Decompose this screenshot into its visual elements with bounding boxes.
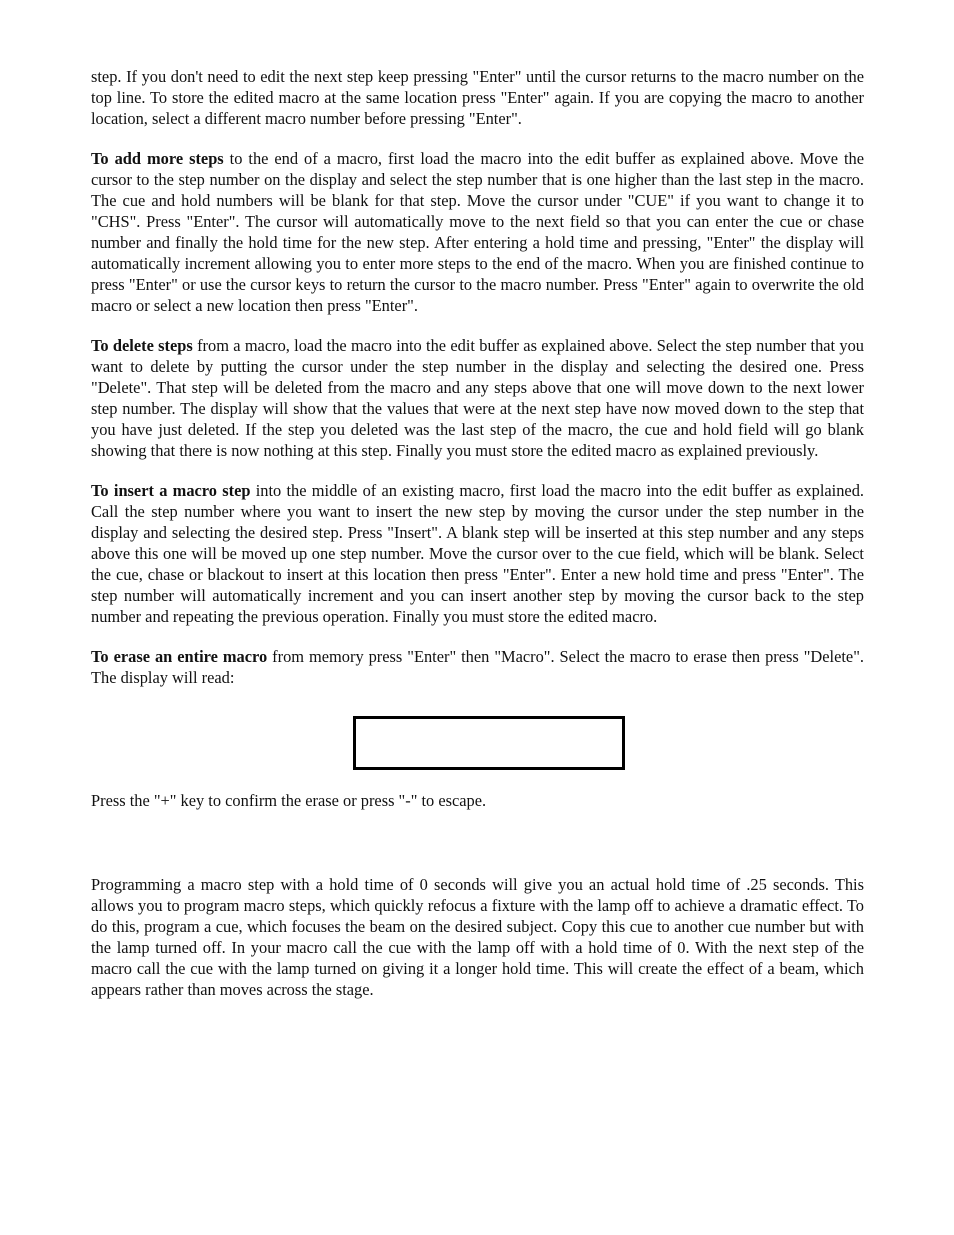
document-page — [91, 66, 864, 1000]
add-steps-text: to the end of a macro, first load the macro into the edit buffer as explained above. Move the cursor to the step number on the display and select the step number that is one higher than the last step in the macro. The cue and hold numbers will be blank for that step. Move the cursor under "CUE" if you want to change it to "CHS". Press "Enter". The cursor will automatically move to the next field so that you can enter the cue or chase number and finally the hold time for the new step. After entering a hold time and pressing, "Enter" the display will automatically increment allowing you to enter more steps to the end of the macro. When you are finished continue to press "Enter" or use the cursor keys to return the cursor to the macro number. Press "Enter" again to overwrite the old macro or select a new location then press "Enter". — [91, 149, 864, 315]
erase-macro-text: from memory press "Enter" then "Macro". Select the macro to erase then press "Delete". The display will read: — [91, 647, 864, 687]
hold-time-paragraph: Programming a macro step with a hold time of 0 seconds will give you an actual hold time of .25 seconds. This allows you to program macro steps, which quickly refocus a fixture with the lamp off to achieve a dramatic effect. To do this, program a cue, which focuses the beam on the desired subject. Copy this cue to another cue number but with the lamp turned off. In your macro call the cue with the lamp off with a hold time of 0. With the next step of the macro call the cue with the lamp turned on giving it a longer hold time. This will create the effect of a beam, which appears rather than moves across the stage. — [91, 875, 864, 999]
delete-steps-heading: To delete steps — [91, 336, 193, 355]
delete-steps-paragraph — [91, 335, 864, 461]
insert-step-heading: To insert a macro step — [91, 481, 251, 500]
confirm-paragraph: Press the "+" key to confirm the erase or press "-" to escape. — [91, 791, 487, 810]
add-steps-heading: To add more steps — [91, 149, 224, 168]
insert-step-paragraph — [91, 480, 864, 627]
display-readout-box — [353, 716, 625, 770]
add-steps-paragraph — [91, 148, 864, 316]
insert-step-text: into the middle of an existing macro, first load the macro into the edit buffer as explained. Call the step number where you want to insert the new step by moving the cursor under the step number in the display and selecting the desired step. Press "Insert". A blank step will be inserted at this step number and any steps above this one will be moved up one step number. Move the cursor over to the cue field, which will be blank. Select the cue, chase or blackout to insert at this location then press "Enter". Enter a new hold time and press "Enter". The step number will automatically increment and you can insert another step by moving the cursor back to the step number and repeating the previous operation. Finally you must store the edited macro. — [91, 481, 864, 626]
continuation-paragraph: step. If you don't need to edit the next step keep pressing "Enter" until the cursor returns to the macro number on the top line. To store the edited macro at the same location press "Enter" again. If you are copying the macro to another location, select a different macro number before pressing "Enter". — [91, 67, 864, 128]
delete-steps-text: from a macro, load the macro into the edit buffer as explained above. Select the step number that you want to delete by putting the cursor under the step number in the display and selecting the desired one. Press "Delete". That step will be deleted from the macro and any steps above that one will move down to the next lower step number. The display will show that the values that were at the next step have now moved down to the step that you have just deleted. If the step you deleted was the last step of the macro, the cue and hold field will go blank showing that there is now nothing at this step. Finally you must store the edited macro as explained previously. — [91, 336, 864, 460]
erase-macro-heading: To erase an entire macro — [91, 647, 268, 666]
erase-macro-paragraph — [91, 646, 864, 688]
